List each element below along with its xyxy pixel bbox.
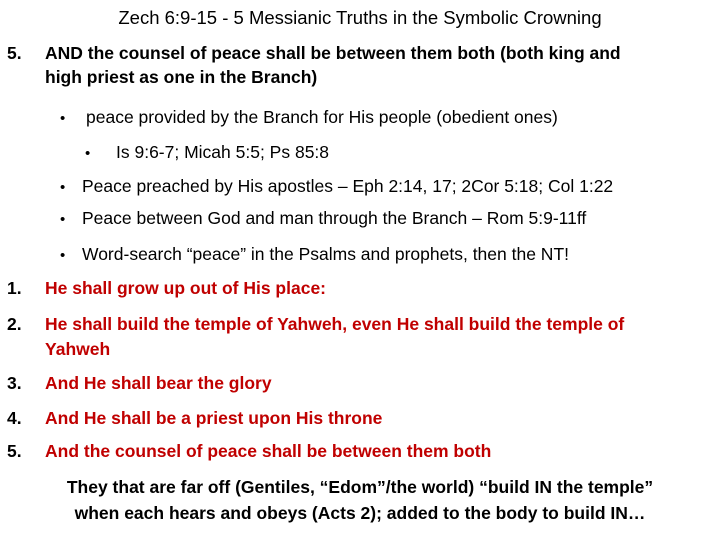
bullet-2-text: Peace preached by His apostles – Eph 2:14, 17; 2Cor 5:18; Col 1:22 [82,176,614,196]
footer-line-1: They that are far off (Gentiles, “Edom”/the world) “build IN the temple” [66,477,654,497]
list-item-text: And He shall bear the glory [45,373,272,393]
bullet-4-text: Word-search “peace” in the Psalms and prophets, then the NT! [82,244,570,264]
footer-line-2: when each hears and obeys (Acts 2); added to the body to build IN… [74,503,646,523]
bullet-3-text: Peace between God and man through the Branch – Rom 5:9-11ff [82,208,587,228]
bullet-icon: • [60,247,66,264]
point-5-line-2: high priest as one in the Branch) [45,67,318,87]
list-item-text-cont: Yahweh [45,339,111,359]
list-item-text: And the counsel of peace shall be between them both [45,441,492,461]
bullet-icon: • [60,211,66,228]
list-item-number: 3. [7,373,22,393]
point-5-line-1: AND the counsel of peace shall be between them both (both king and [45,43,621,63]
list-item-text: He shall build the temple of Yahweh, even He shall build the temple of [45,314,625,334]
list-item-number: 2. [7,314,22,334]
bullet-icon: • [85,145,91,162]
point-5-number: 5. [7,43,22,63]
list-item-text: And He shall be a priest upon His throne [45,408,383,428]
slide-title: Zech 6:9-15 - 5 Messianic Truths in the Symbolic Crowning [118,7,602,28]
list-item-number: 5. [7,441,22,461]
list-item-number: 4. [7,408,22,428]
bullet-icon: • [60,179,66,196]
bullet-1-text: peace provided by the Branch for His people (obedient ones) [86,107,558,127]
list-item-number: 1. [7,278,22,298]
bullet-1-sub-text: Is 9:6-7; Micah 5:5; Ps 85:8 [116,142,330,162]
list-item-text: He shall grow up out of His place: [45,278,326,298]
bullet-icon: • [60,110,66,127]
